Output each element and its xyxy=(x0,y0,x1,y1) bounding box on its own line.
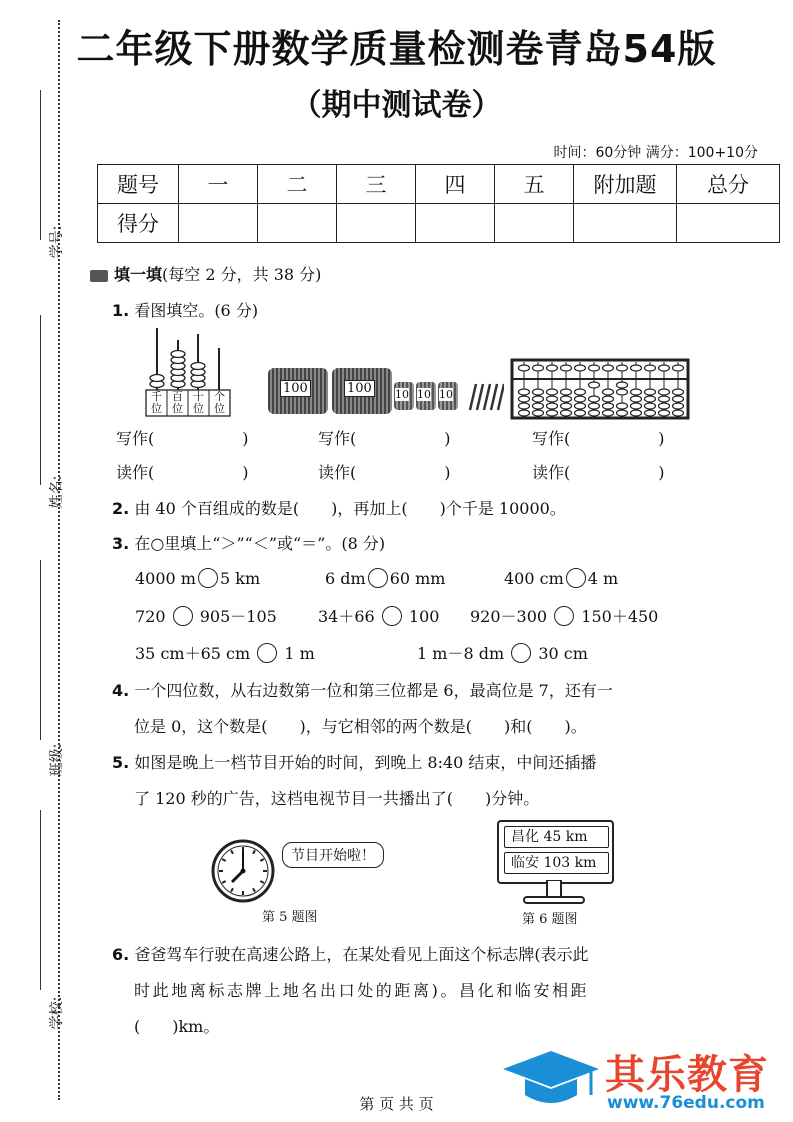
compare-item[interactable] xyxy=(470,604,658,627)
compare-circle[interactable] xyxy=(257,643,277,663)
bundle-label: 10 xyxy=(395,388,409,401)
compare-item[interactable] xyxy=(325,568,445,588)
brand-url: www.76edu.com xyxy=(607,1093,765,1113)
score-cell[interactable] xyxy=(337,204,416,243)
suanpan-abacus-figure xyxy=(510,358,690,420)
sign-distance: 103 km xyxy=(543,855,597,871)
score-row-label: 得分 xyxy=(98,204,179,243)
paren-close: ) xyxy=(658,429,665,448)
compare-left: 400 cm xyxy=(504,569,564,588)
score-cell[interactable] xyxy=(574,204,677,243)
label-ones: 个位 xyxy=(214,390,225,415)
compare-left: 1 m－8 dm xyxy=(417,644,505,663)
write-label: 写作( xyxy=(532,429,571,448)
sign-post-icon xyxy=(520,880,590,905)
question-1 xyxy=(112,298,258,321)
speech-text: 节目开始啦！ xyxy=(291,848,375,864)
road-sign xyxy=(497,820,614,884)
compare-right: 4 m xyxy=(587,569,619,588)
compare-left: 4000 m xyxy=(135,569,196,588)
read-blank-1[interactable] xyxy=(116,460,249,483)
compare-circle[interactable] xyxy=(173,606,193,626)
bundle-ten-icon xyxy=(416,382,436,410)
write-blank-1[interactable] xyxy=(116,426,249,449)
school-label: 学校: xyxy=(49,996,65,1030)
score-cell[interactable] xyxy=(258,204,337,243)
question-6-line-3: ( )km。 xyxy=(134,1017,220,1036)
compare-right: 150＋450 xyxy=(581,607,659,626)
question-number: 4. xyxy=(112,681,130,700)
bundle-ten-icon xyxy=(438,382,458,410)
compare-right: 30 cm xyxy=(538,644,588,663)
question-text: 看图填空。(6 分) xyxy=(134,301,259,320)
section-note: (每空 2 分，共 38 分) xyxy=(162,265,322,284)
header-cell: 四 xyxy=(416,165,495,204)
question-text: 爸爸驾车行驶在高速公路上，在某处看见上面这个标志牌(表示此 xyxy=(134,945,589,964)
paren-close: ) xyxy=(444,429,451,448)
question-text: 如图是晚上一档节目开始的时间，到晚上 8:40 结束，中间还插播 xyxy=(134,753,597,772)
bundle-ten-icon xyxy=(394,382,414,410)
compare-item[interactable] xyxy=(417,641,588,664)
header-cell: 一 xyxy=(179,165,258,204)
page-title: 二年级下册数学质量检测卷青岛54版 xyxy=(76,27,717,71)
compare-left: 720 xyxy=(135,607,166,626)
question-number: 3. xyxy=(112,534,130,553)
compare-right: 1 m xyxy=(284,644,315,663)
compare-item[interactable] xyxy=(504,568,618,588)
compare-right: 60 mm xyxy=(389,569,446,588)
read-blank-2[interactable] xyxy=(318,460,451,483)
section-marker-icon xyxy=(90,270,108,282)
read-blank-3[interactable] xyxy=(532,460,665,483)
compare-right: 905－105 xyxy=(199,607,277,626)
question-5-line-2: 了 120 秒的广告，这档电视节目一共播出了( )分钟。 xyxy=(134,789,540,808)
compare-item[interactable] xyxy=(135,641,315,664)
bundle-label: 10 xyxy=(439,388,453,401)
sign-place: 临安 xyxy=(511,855,539,871)
compare-left: 34＋66 xyxy=(318,607,375,626)
compare-circle[interactable] xyxy=(554,606,574,626)
header-cell: 二 xyxy=(258,165,337,204)
question-text: 一个四位数，从右边数第一位和第三位都是 6，最高位是 7，还有一 xyxy=(134,681,613,700)
header-cell: 题号 xyxy=(98,165,179,204)
sign-place: 昌化 xyxy=(511,829,539,845)
compare-item[interactable] xyxy=(318,604,439,627)
page-footer: 第 页 共 页 xyxy=(359,1095,434,1113)
header-cell: 附加题 xyxy=(574,165,677,204)
clock-icon xyxy=(210,838,276,904)
paren-close: ) xyxy=(658,463,665,482)
cut-line xyxy=(58,20,60,1100)
compare-left: 6 dm xyxy=(325,569,366,588)
paren-close: ) xyxy=(242,429,249,448)
read-label: 读作( xyxy=(318,463,357,482)
header-cell: 总分 xyxy=(677,165,780,204)
question-4 xyxy=(112,678,613,701)
question-number: 2. xyxy=(112,499,130,518)
speech-bubble xyxy=(282,842,384,868)
label-thousands: 千位 xyxy=(151,390,162,415)
compare-circle[interactable] xyxy=(566,568,586,588)
question-6-line-2: 时此地离标志牌上地名出口处的距离)。昌化和临安相距 xyxy=(134,981,590,1000)
paren-close: ) xyxy=(242,463,249,482)
score-cell[interactable] xyxy=(495,204,574,243)
header-cell: 五 xyxy=(495,165,574,204)
bundle-label: 10 xyxy=(417,388,431,401)
class-line xyxy=(40,560,41,740)
school-line xyxy=(40,810,41,990)
label-tens: 十位 xyxy=(193,390,204,415)
compare-circle[interactable] xyxy=(368,568,388,588)
compare-left: 920－300 xyxy=(470,607,548,626)
binding-margin xyxy=(0,0,80,1122)
read-label: 读作( xyxy=(116,463,155,482)
section-1-heading xyxy=(90,262,321,285)
header-cell: 三 xyxy=(337,165,416,204)
name-line xyxy=(40,315,41,485)
score-table xyxy=(97,164,780,243)
write-blank-3[interactable] xyxy=(532,426,665,449)
compare-item[interactable] xyxy=(135,568,260,588)
figure-5-caption: 第 5 题图 xyxy=(262,910,318,925)
student-id-label: 学号: xyxy=(49,225,65,259)
sign-distance: 45 km xyxy=(543,829,588,845)
compare-item[interactable] xyxy=(135,604,277,627)
place-value-labels xyxy=(146,391,230,415)
bundle-hundred-icon xyxy=(332,368,392,414)
paren-close: ) xyxy=(444,463,451,482)
bundle-label: 100 xyxy=(280,380,311,397)
bundle-label: 100 xyxy=(344,380,375,397)
write-blank-2[interactable] xyxy=(318,426,451,449)
sign-row xyxy=(504,826,609,848)
single-sticks-icon xyxy=(464,382,504,412)
compare-right: 100 xyxy=(408,607,440,626)
read-label: 读作( xyxy=(532,463,571,482)
page-subtitle: （期中测试卷） xyxy=(291,88,502,123)
question-4-line-2: 位是 0，这个数是( )，与它相邻的两个数是( )和( )。 xyxy=(134,717,587,736)
compare-left: 35 cm＋65 cm xyxy=(135,644,251,663)
score-table-header-row xyxy=(98,165,780,204)
question-number: 5. xyxy=(112,753,130,772)
question-number: 6. xyxy=(112,945,130,964)
time-info: 时间：60分钟 满分：100+10分 xyxy=(553,145,758,161)
question-5 xyxy=(112,750,596,773)
class-label: 班级: xyxy=(49,743,65,777)
score-cell[interactable] xyxy=(677,204,780,243)
name-label: 姓名: xyxy=(49,475,65,509)
figure-6-caption: 第 6 题图 xyxy=(522,912,578,927)
write-label: 写作( xyxy=(318,429,357,448)
question-text: 在○里填上“＞”“＜”或“＝”。(8 分) xyxy=(134,534,386,553)
label-hundreds: 百位 xyxy=(172,390,183,415)
score-cell[interactable] xyxy=(416,204,495,243)
question-2 xyxy=(112,496,566,519)
question-3 xyxy=(112,531,385,554)
compare-circle[interactable] xyxy=(198,568,218,588)
compare-circle[interactable] xyxy=(382,606,402,626)
brand-name: 其乐教育 xyxy=(605,1052,769,1098)
sign-row xyxy=(504,852,609,874)
question-number: 1. xyxy=(112,301,130,320)
section-title: 填一填 xyxy=(114,265,163,284)
compare-right: 5 km xyxy=(219,569,261,588)
bundle-hundred-icon xyxy=(268,368,328,414)
score-cell[interactable] xyxy=(179,204,258,243)
write-label: 写作( xyxy=(116,429,155,448)
score-table-score-row xyxy=(98,204,780,243)
compare-circle[interactable] xyxy=(511,643,531,663)
question-6 xyxy=(112,942,589,965)
question-text: 由 40 个百组成的数是( )，再加上( )个千是 10000。 xyxy=(134,499,566,518)
